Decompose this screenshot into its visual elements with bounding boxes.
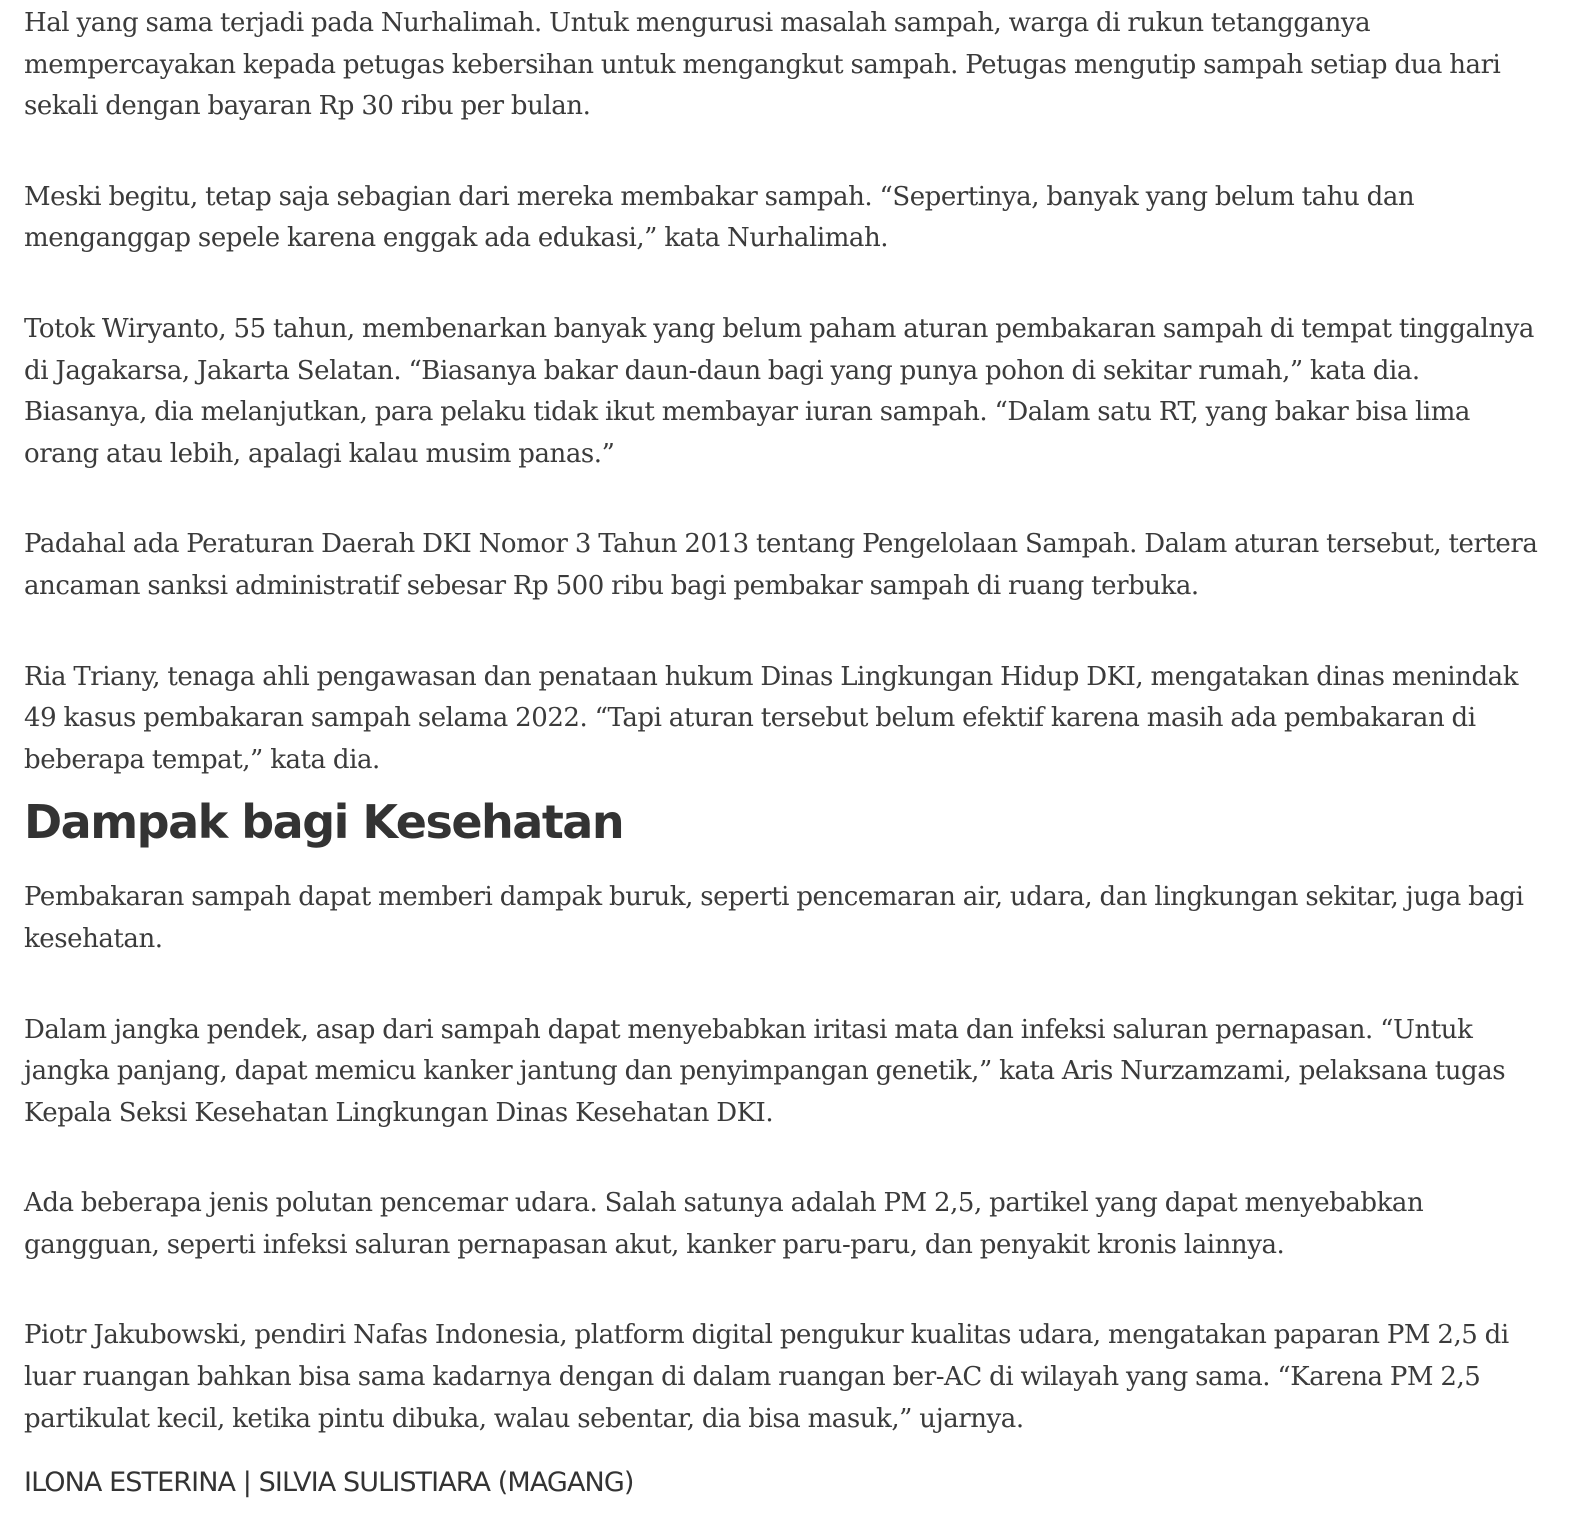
author-byline: ILONA ESTERINA | SILVIA SULISTIARA (MAGANG) [24, 1467, 634, 1498]
article-paragraph: Hal yang sama terjadi pada Nurhalimah. Untuk mengurusi masalah sampah, warga di rukun tetangganya mempercayakan kepada petugas kebersihan untuk mengangkut sampah. Petugas mengutip sampah setiap dua hari sekali dengan bayaran Rp 30 ribu per bulan. [24, 8, 1501, 122]
section-heading: Dampak bagi Kesehatan [24, 795, 624, 850]
article-paragraph: Padahal ada Peraturan Daerah DKI Nomor 3 Tahun 2013 tentang Pengelolaan Sampah. Dalam aturan tersebut, tertera ancaman sanksi administratif sebesar Rp 500 ribu bagi pembakar sampah di ruang terbuka. [24, 529, 1538, 601]
article-paragraph: Ada beberapa jenis polutan pencemar udara. Salah satunya adalah PM 2,5, partikel yang dapat menyebabkan gangguan, seperti infeksi saluran pernapasan akut, kanker paru-paru, dan penyakit kronis lainnya. [24, 1188, 1424, 1260]
article-paragraph: Ria Triany, tenaga ahli pengawasan dan penataan hukum Dinas Lingkungan Hidup DKI, mengatakan dinas menindak 49 kasus pembakaran sampah selama 2022. “Tapi aturan tersebut belum efektif karena masih ada pembakaran di beberapa tempat,” kata dia. [24, 661, 1519, 775]
article-paragraph: Dalam jangka pendek, asap dari sampah dapat menyebabkan iritasi mata dan infeksi saluran pernapasan. “Untuk jangka panjang, dapat memicu kanker jantung dan penyimpangan genetik,” kata Aris Nurzamzami, pelaksana tugas Kepala Seksi Kesehatan Lingkungan Dinas Kesehatan DKI. [24, 1014, 1506, 1128]
article-paragraph: Totok Wiryanto, 55 tahun, membenarkan banyak yang belum paham aturan pembakaran sampah di tempat tinggalnya di Jagakarsa, Jakarta Selatan. “Biasanya bakar daun-daun bagi yang punya pohon di sekitar rumah,” kata dia. Biasanya, dia melanjutkan, para pelaku tidak ikut membayar iuran sampah. “Dalam satu RT, yang bakar bisa lima orang atau lebih, apalagi kalau musim panas.” [24, 313, 1534, 469]
article-paragraph: Meski begitu, tetap saja sebagian dari mereka membakar sampah. “Sepertinya, banyak yang belum tahu dan menganggap sepele karena enggak ada edukasi,” kata Nurhalimah. [24, 181, 1415, 254]
article-paragraph: Piotr Jakubowski, pendiri Nafas Indonesia, platform digital pengukur kualitas udara, mengatakan paparan PM 2,5 di luar ruangan bahkan bisa sama kadarnya dengan di dalam ruangan ber-AC di wilayah yang sama. “Karena PM 2,5 partikulat kecil, ketika pintu dibuka, walau sebentar, dia bisa masuk,” ujarnya. [24, 1320, 1509, 1434]
article-paragraph: Pembakaran sampah dapat memberi dampak buruk, seperti pencemaran air, udara, dan lingkungan sekitar, juga bagi kesehatan. [24, 882, 1524, 954]
article-body [24, 0, 1549, 1498]
